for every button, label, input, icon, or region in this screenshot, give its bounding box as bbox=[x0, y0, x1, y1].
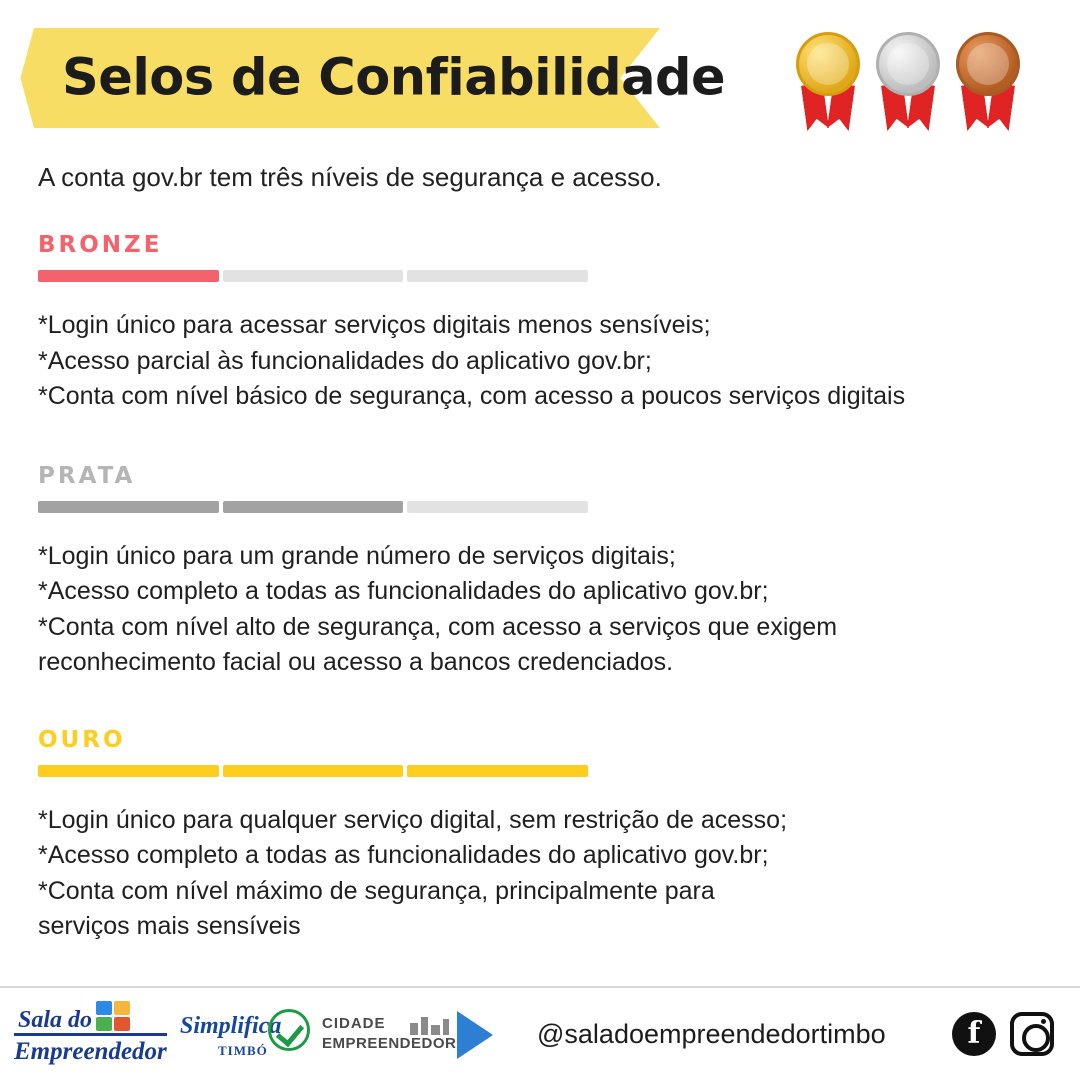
level-ouro-progress bbox=[38, 765, 588, 777]
detail-line: *Acesso parcial às funcionalidades do aplicativo gov.br; bbox=[38, 346, 652, 375]
footer bbox=[0, 986, 1080, 1080]
detail-line: *Acesso completo a todas as funcionalidades do aplicativo gov.br; bbox=[38, 841, 769, 869]
progress-segment bbox=[38, 765, 219, 777]
check-icon bbox=[268, 1009, 310, 1051]
social-icons bbox=[952, 1012, 1080, 1056]
level-ouro bbox=[38, 727, 1048, 945]
level-bronze bbox=[38, 232, 1048, 415]
level-prata-label: PRATA bbox=[38, 462, 136, 489]
level-ouro-label: OURO bbox=[38, 726, 126, 753]
gold-medal-icon bbox=[794, 30, 862, 130]
footer-logos bbox=[0, 1001, 493, 1067]
bronze-disc bbox=[956, 32, 1020, 96]
progress-segment bbox=[223, 765, 404, 777]
logo-sala-do-empreendedor bbox=[10, 1001, 170, 1067]
detail-line: reconhecimento facial ou acesso a bancos credenciados. bbox=[38, 648, 674, 676]
levels-list bbox=[38, 232, 1048, 959]
progress-segment bbox=[407, 270, 588, 282]
level-prata bbox=[38, 463, 1048, 681]
progress-segment bbox=[407, 501, 588, 513]
progress-segment bbox=[38, 501, 219, 513]
gold-disc bbox=[796, 32, 860, 96]
logo-sala-line1: Sala do bbox=[18, 1007, 93, 1033]
detail-line: *Conta com nível alto de segurança, com acesso a serviços que exigem bbox=[38, 612, 838, 641]
intro-text: A conta gov.br tem três níveis de segurança e acesso. bbox=[38, 162, 662, 192]
level-prata-progress bbox=[38, 501, 588, 513]
silver-disc bbox=[876, 32, 940, 96]
level-ouro-details bbox=[38, 803, 1048, 945]
skyline-icon bbox=[410, 1013, 456, 1035]
detail-line: *Conta com nível máximo de segurança, principalmente para bbox=[38, 876, 715, 905]
detail-line: *Acesso completo a todas as funcionalidades do aplicativo gov.br; bbox=[38, 577, 769, 605]
logo-cidade-empreendedora bbox=[318, 1001, 493, 1067]
arrow-icon bbox=[457, 1011, 493, 1059]
header bbox=[0, 28, 726, 128]
logo-blocks-icon bbox=[96, 1001, 130, 1031]
level-bronze-progress bbox=[38, 270, 588, 282]
social-handle: @saladoempreendedortimbo bbox=[537, 1018, 886, 1049]
detail-line: *Conta com nível básico de segurança, com acesso a poucos serviços digitais bbox=[38, 382, 906, 410]
level-prata-details bbox=[38, 539, 1048, 681]
detail-line: *Login único para qualquer serviço digital, sem restrição de acesso; bbox=[38, 805, 788, 834]
detail-line: *Login único para acessar serviços digitais menos sensíveis; bbox=[38, 311, 711, 339]
detail-line: *Login único para um grande número de serviços digitais; bbox=[38, 541, 676, 570]
bronze-medal-icon bbox=[954, 30, 1022, 130]
level-bronze-details bbox=[38, 308, 1048, 415]
progress-segment bbox=[223, 501, 404, 513]
logo-sala-line2: Empreendedor bbox=[14, 1033, 167, 1066]
logo-cidade-line2: EMPREENDEDORA bbox=[322, 1035, 468, 1052]
detail-line: serviços mais sensíveis bbox=[38, 912, 301, 940]
progress-segment bbox=[223, 270, 404, 282]
logo-simplifica-line1: Simplifica bbox=[180, 1013, 282, 1039]
medals-group bbox=[794, 30, 1022, 130]
level-bronze-label: BRONZE bbox=[38, 232, 163, 258]
progress-segment bbox=[38, 270, 219, 282]
logo-simplifica-line2: TIMBÓ bbox=[218, 1043, 268, 1058]
instagram-icon[interactable] bbox=[1010, 1012, 1054, 1056]
page-title: Selos de Confiabilidade bbox=[62, 48, 726, 108]
silver-medal-icon bbox=[874, 30, 942, 130]
progress-segment bbox=[407, 765, 588, 777]
logo-simplifica-timbo bbox=[174, 1001, 314, 1067]
logo-cidade-line1: CIDADE bbox=[322, 1015, 386, 1032]
facebook-icon[interactable] bbox=[952, 1012, 996, 1056]
